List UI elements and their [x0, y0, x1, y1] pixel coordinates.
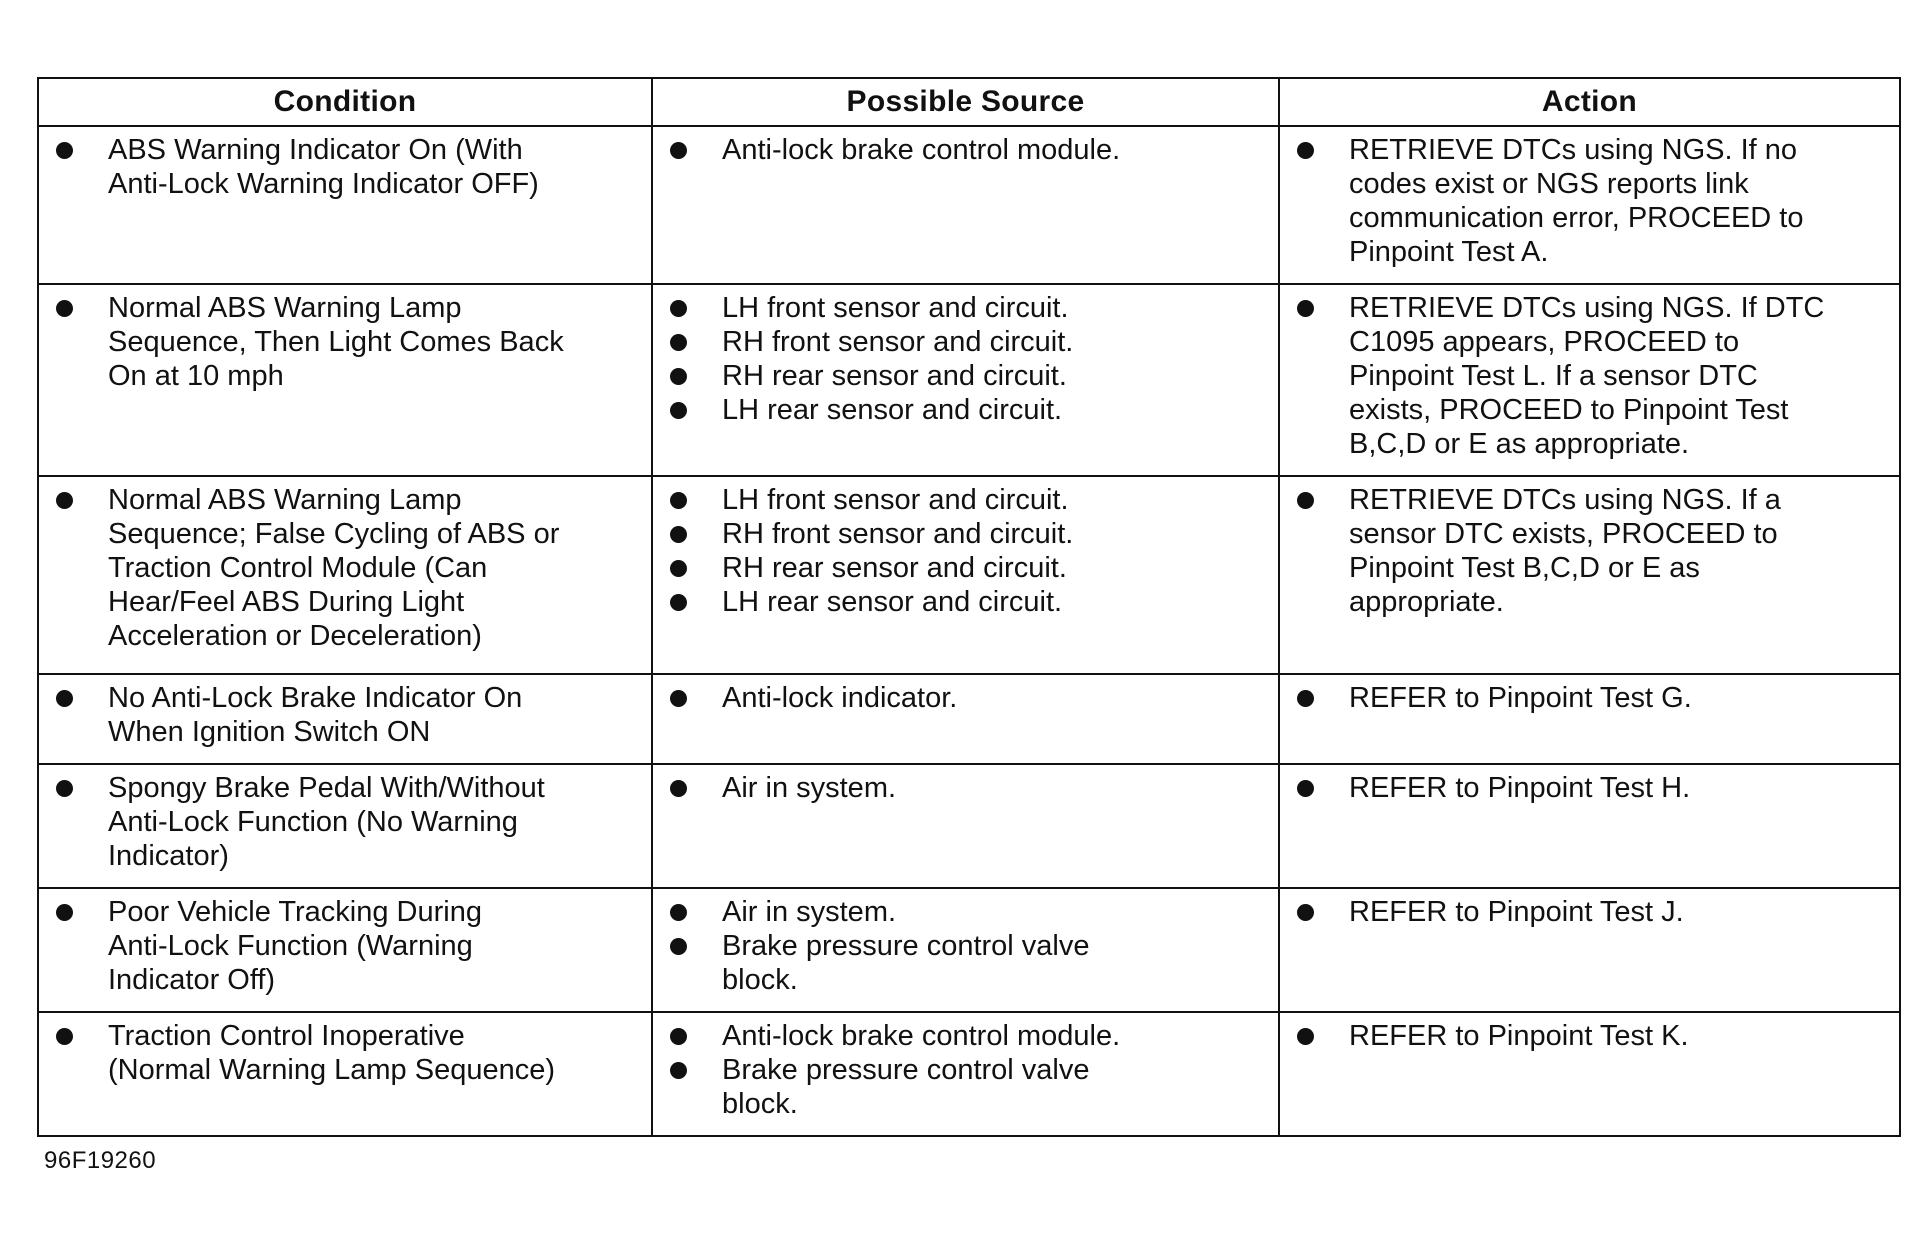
- bullet-icon: [1297, 1028, 1314, 1045]
- action-text: RETRIEVE DTCs using NGS. If no codes exist or NGS reports link communication error, PROCEED to Pinpoint Test A.: [1349, 134, 1804, 268]
- table-row: [38, 1012, 1900, 1136]
- bullet-icon: [56, 492, 73, 509]
- table-body: [38, 126, 1900, 1136]
- source-text: Brake pressure control valve block.: [722, 1054, 1090, 1120]
- bullet-icon: [1297, 780, 1314, 797]
- bullet-icon: [56, 142, 73, 159]
- action-cell: [1279, 284, 1900, 476]
- bullet-icon: [670, 492, 687, 509]
- source-text: Anti-lock brake control module.: [722, 1020, 1121, 1052]
- bullet-icon: [670, 904, 687, 921]
- bullet-icon: [670, 690, 687, 707]
- condition-cell: [38, 764, 652, 888]
- condition-text: Poor Vehicle Tracking During Anti-Lock Function (Warning Indicator Off): [108, 896, 482, 996]
- bullet-icon: [1297, 904, 1314, 921]
- source-text: Air in system.: [722, 896, 897, 928]
- bullet-icon: [670, 594, 687, 611]
- action-text: RETRIEVE DTCs using NGS. If a sensor DTC exists, PROCEED to Pinpoint Test B,C,D or E as appropriate.: [1349, 484, 1781, 618]
- condition-text: Normal ABS Warning Lamp Sequence; False Cycling of ABS or Traction Control Module (Can Hear/Feel ABS During Light Acceleration or Deceleration): [108, 484, 560, 652]
- condition-text: No Anti-Lock Brake Indicator On When Ignition Switch ON: [108, 682, 523, 748]
- action-cell: [1279, 674, 1900, 764]
- condition-header: Condition: [38, 78, 652, 126]
- possible-source-header: Possible Source: [652, 78, 1279, 126]
- source-text: Brake pressure control valve block.: [722, 930, 1090, 996]
- source-text: LH rear sensor and circuit.: [722, 394, 1063, 426]
- source-cell: [652, 1012, 1279, 1136]
- header-row: [38, 78, 1900, 126]
- bullet-icon: [670, 1028, 687, 1045]
- source-text: LH rear sensor and circuit.: [722, 586, 1063, 618]
- source-cell: [652, 476, 1279, 674]
- action-text: REFER to Pinpoint Test H.: [1349, 772, 1691, 804]
- bullet-icon: [56, 300, 73, 317]
- figure-id: 96F19260: [44, 1147, 157, 1174]
- table-row: [38, 888, 1900, 1012]
- bullet-icon: [56, 904, 73, 921]
- source-cell: [652, 764, 1279, 888]
- bullet-icon: [1297, 142, 1314, 159]
- source-text: LH front sensor and circuit.: [722, 484, 1069, 516]
- bullet-icon: [670, 780, 687, 797]
- action-text: REFER to Pinpoint Test J.: [1349, 896, 1684, 928]
- action-text: REFER to Pinpoint Test K.: [1349, 1020, 1689, 1052]
- table-row: [38, 126, 1900, 284]
- source-cell: [652, 284, 1279, 476]
- bullet-icon: [56, 780, 73, 797]
- source-text: RH front sensor and circuit.: [722, 518, 1074, 550]
- condition-cell: [38, 126, 652, 284]
- action-cell: [1279, 764, 1900, 888]
- condition-cell: [38, 888, 652, 1012]
- bullet-icon: [670, 334, 687, 351]
- bullet-icon: [56, 690, 73, 707]
- bullet-icon: [670, 560, 687, 577]
- action-cell: [1279, 888, 1900, 1012]
- action-text: REFER to Pinpoint Test G.: [1349, 682, 1692, 714]
- condition-cell: [38, 674, 652, 764]
- bullet-icon: [670, 526, 687, 543]
- table-row: [38, 476, 1900, 674]
- bullet-icon: [670, 368, 687, 385]
- condition-text: Normal ABS Warning Lamp Sequence, Then Light Comes Back On at 10 mph: [108, 292, 564, 392]
- action-header: Action: [1279, 78, 1900, 126]
- bullet-icon: [670, 402, 687, 419]
- action-text: RETRIEVE DTCs using NGS. If DTC C1095 appears, PROCEED to Pinpoint Test L. If a sensor DTC exists, PROCEED to Pinpoint Test B,C,D or E as appropriate.: [1349, 292, 1825, 460]
- source-text: Anti-lock indicator.: [722, 682, 958, 714]
- condition-text: Spongy Brake Pedal With/Without Anti-Lock Function (No Warning Indicator): [108, 772, 545, 872]
- source-text: RH front sensor and circuit.: [722, 326, 1074, 358]
- bullet-icon: [1297, 300, 1314, 317]
- action-cell: [1279, 476, 1900, 674]
- source-text: LH front sensor and circuit.: [722, 292, 1069, 324]
- source-text: RH rear sensor and circuit.: [722, 552, 1067, 584]
- source-text: Air in system.: [722, 772, 897, 804]
- table-row: [38, 674, 1900, 764]
- source-text: RH rear sensor and circuit.: [722, 360, 1067, 392]
- table-row: [38, 764, 1900, 888]
- diagnosis-chart: [37, 77, 1899, 1137]
- condition-cell: [38, 476, 652, 674]
- action-cell: [1279, 1012, 1900, 1136]
- table-row: [38, 284, 1900, 476]
- condition-cell: [38, 1012, 652, 1136]
- condition-text: ABS Warning Indicator On (With Anti-Lock Warning Indicator OFF): [108, 134, 539, 200]
- bullet-icon: [670, 1062, 687, 1079]
- bullet-icon: [56, 1028, 73, 1045]
- source-cell: [652, 888, 1279, 1012]
- bullet-icon: [1297, 492, 1314, 509]
- source-text: Anti-lock brake control module.: [722, 134, 1121, 166]
- condition-cell: [38, 284, 652, 476]
- bullet-icon: [670, 300, 687, 317]
- bullet-icon: [670, 938, 687, 955]
- bullet-icon: [670, 142, 687, 159]
- source-cell: [652, 674, 1279, 764]
- action-cell: [1279, 126, 1900, 284]
- bullet-icon: [1297, 690, 1314, 707]
- symptom-table: [37, 77, 1901, 1137]
- source-cell: [652, 126, 1279, 284]
- condition-text: Traction Control Inoperative (Normal Warning Lamp Sequence): [108, 1020, 556, 1086]
